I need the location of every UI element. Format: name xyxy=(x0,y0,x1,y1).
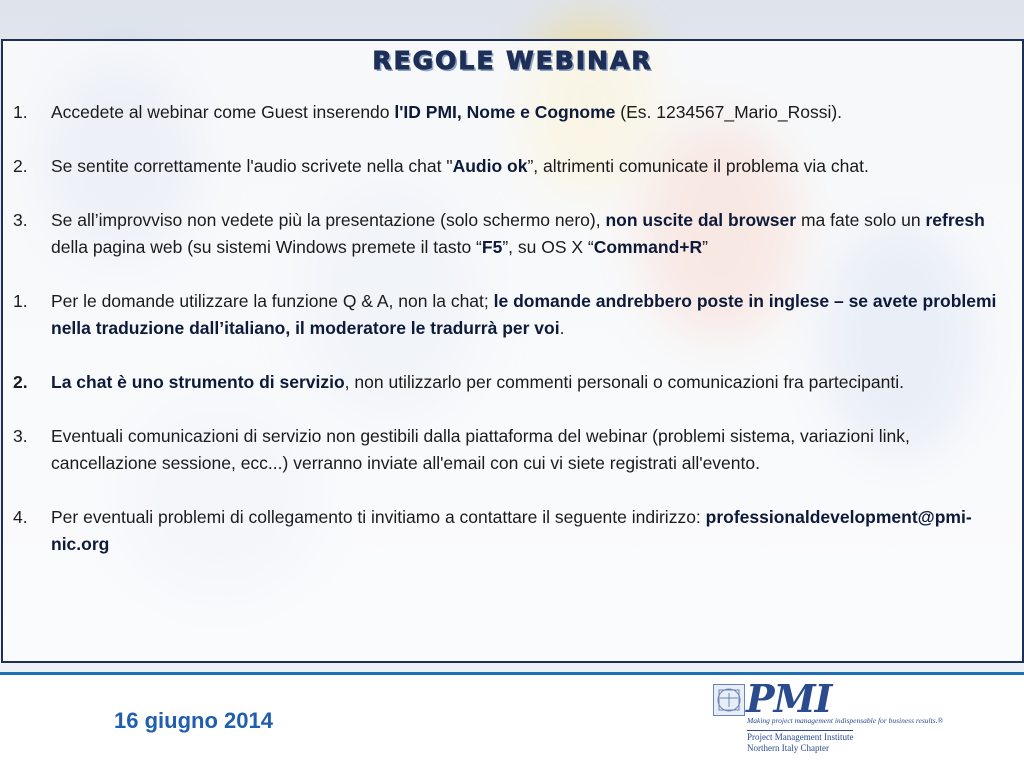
org-line-2: Northern Italy Chapter xyxy=(747,743,829,753)
emphasis-text: non uscite dal browser xyxy=(605,210,797,230)
logo-tagline: Making project management indispensable for business results.® xyxy=(747,716,944,725)
pmi-wordmark: PMI xyxy=(746,676,832,721)
footer-divider xyxy=(0,672,1024,675)
list-item xyxy=(3,504,1003,558)
body-text: (Es. 1234567_Mario_Rossi). xyxy=(615,102,843,122)
body-text: ”, su OS X “ xyxy=(502,237,594,257)
rules-panel xyxy=(1,39,1024,663)
list-item-number: 3. xyxy=(13,210,28,230)
body-text: Se sentite correttamente l'audio scrivete nella chat " xyxy=(51,156,453,176)
body-text: , non utilizzarlo per commenti personali o comunicazioni fra partecipanti. xyxy=(344,372,904,392)
list-item-number: 2. xyxy=(13,372,28,392)
emphasis-text: F5 xyxy=(481,237,503,257)
body-text: ”, altrimenti comunicate il problema via chat. xyxy=(527,156,869,176)
body-text: della pagina web (su sistemi Windows premete il tasto “ xyxy=(51,237,482,257)
list-item-number: 2. xyxy=(13,156,28,176)
list-item-number: 3. xyxy=(13,426,28,446)
body-text: Per le domande utilizzare la funzione Q & A, non la chat; xyxy=(51,291,494,311)
list-item xyxy=(3,153,1003,180)
chapter-name xyxy=(747,730,853,754)
emphasis-text: La chat è uno strumento di servizio xyxy=(51,372,345,392)
pmi-chapter-logo xyxy=(713,676,951,754)
list-item xyxy=(3,423,1003,477)
emphasis-text: Command+R xyxy=(593,237,703,257)
body-text: ” xyxy=(702,237,708,257)
list-item-number: 4. xyxy=(13,507,28,527)
rules-list xyxy=(3,99,1003,585)
list-item xyxy=(3,207,1003,261)
emphasis-text: le domande andrebbero poste in inglese – se avete problemi nella traduzione dall’italiano, il moderatore le tradurrà per voi xyxy=(51,291,997,338)
emphasis-text: refresh xyxy=(925,210,985,230)
body-text: Se all’improvviso non vedete più la presentazione (solo schermo nero), xyxy=(51,210,606,230)
list-item xyxy=(3,99,1003,126)
body-text: ma fate solo un xyxy=(796,210,926,230)
org-line-1: Project Management Institute xyxy=(747,732,854,742)
body-text: Eventuali comunicazioni di servizio non gestibili dalla piattaforma del webinar (problemi sistema, variazioni link, cancellazione sessione, ecc...) verranno inviate all'email con cui vi siete registrati all'evento. xyxy=(51,426,910,473)
list-item-number: 1. xyxy=(13,102,28,122)
emphasis-text: Audio ok xyxy=(452,156,528,176)
page-title: REGOLE WEBINAR xyxy=(372,46,653,75)
vitruvian-man-icon xyxy=(713,684,745,716)
body-text: . xyxy=(559,318,565,338)
list-item xyxy=(3,288,1003,342)
event-date: 16 giugno 2014 xyxy=(114,708,273,733)
body-text: Accedete al webinar come Guest inserendo xyxy=(51,102,395,122)
body-text: Per eventuali problemi di collegamento ti invitiamo a contattare il seguente indirizzo: xyxy=(51,507,706,527)
emphasis-text: professionaldevelopment@pmi-nic.org xyxy=(51,507,972,554)
list-item xyxy=(3,369,1003,396)
list-item-number: 1. xyxy=(13,291,28,311)
emphasis-text: l'ID PMI, Nome e Cognome xyxy=(394,102,616,122)
